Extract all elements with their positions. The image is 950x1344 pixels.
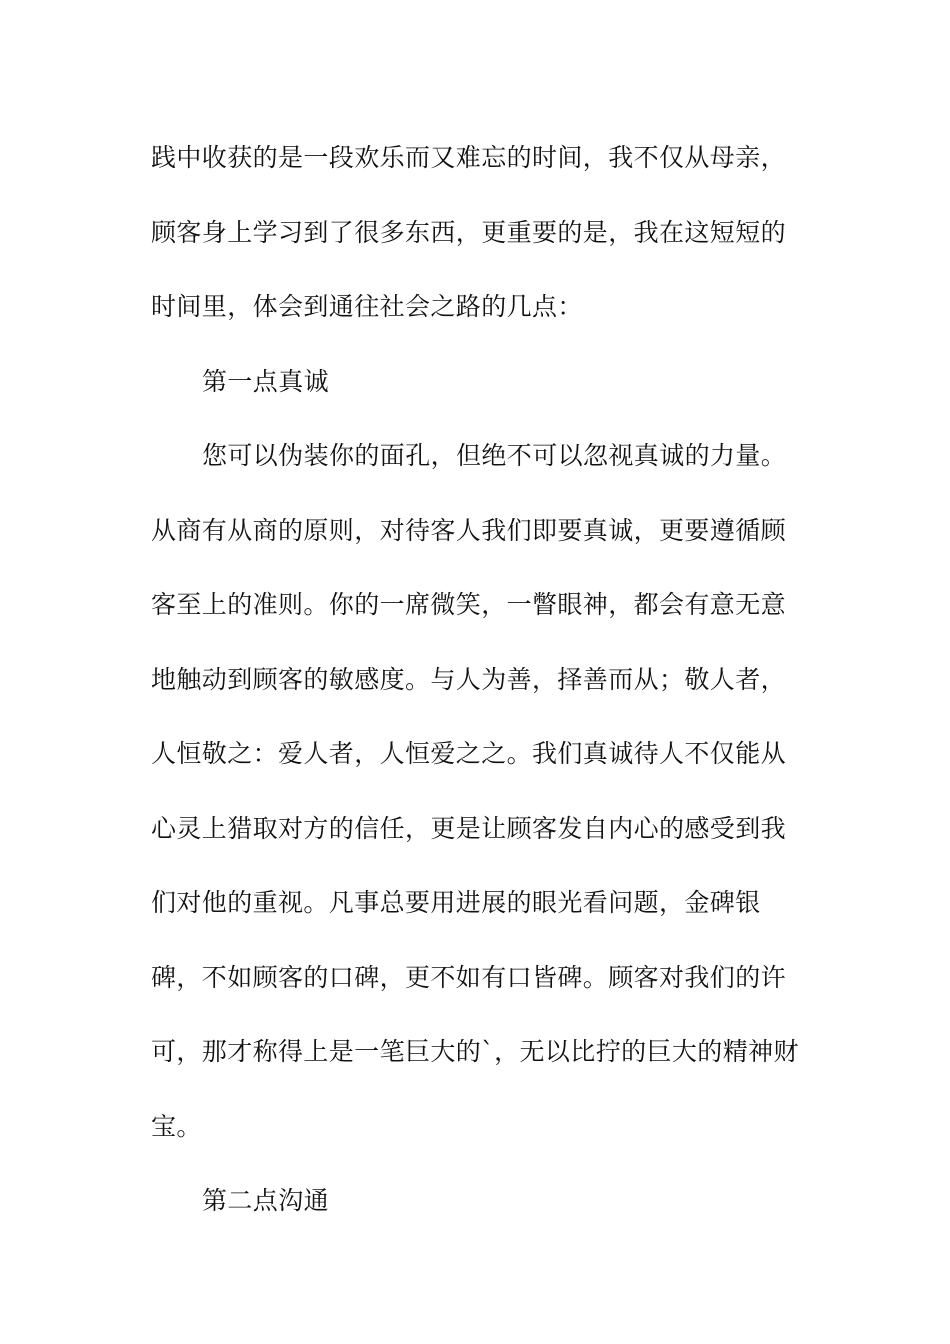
paragraph-line: 人恒敬之：爱人者，人恒爱之之。我们真诚待人不仅能从 (151, 739, 787, 768)
paragraph-line: 心灵上猎取对方的信任，更是让顾客发自内心的感受到我 (151, 813, 787, 843)
paragraph-line: 客至上的准则。你的一席微笑，一瞥眼神，都会有意无意 (151, 590, 787, 619)
paragraph-line: 们对他的重视。凡事总要用进展的眼光看问题，金碑银 (151, 888, 761, 917)
paragraph-line: 时间里，体会到通往社会之路的几点： (151, 292, 583, 321)
paragraph-line: 地触动到顾客的敏感度。与人为善，择善而从；敬人者， (151, 664, 787, 694)
paragraph-line: 践中收获的是一段欢乐而又难忘的时间，我不仅从母亲， (151, 143, 787, 172)
paragraph-line: 顾客身上学习到了很多东西，更重要的是，我在这短短的 (151, 217, 787, 247)
paragraph-line: 您可以伪装你的面孔，但绝不可以忽视真诚的力量。 (202, 441, 787, 470)
paragraph-line: 宝。 (151, 1111, 202, 1141)
document-body (151, 130, 811, 1248)
section-heading-sincerity: 第一点真诚 (202, 366, 330, 396)
section-heading-communication: 第二点沟通 (202, 1186, 330, 1215)
paragraph-line: 可，那才称得上是一笔巨大的`，无以比拧的巨大的精神财 (151, 1037, 799, 1066)
paragraph-line: 碑，不如顾客的口碑，更不如有口皆碑。顾客对我们的许 (151, 962, 787, 992)
paragraph-line: 从商有从商的原则，对待客人我们即要真诚，更要遵循顾 (151, 515, 787, 545)
